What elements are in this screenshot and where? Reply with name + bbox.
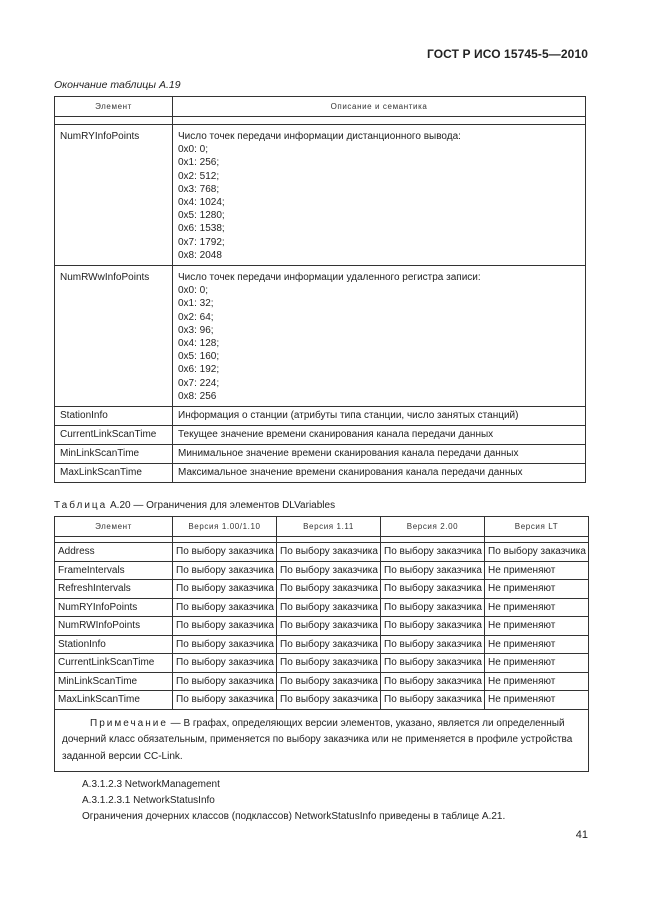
description-line: Число точек передачи информации удаленного регистра записи: — [178, 272, 481, 284]
table-a20 — [54, 516, 589, 772]
description-line: 0x5: 160; — [178, 351, 220, 363]
table-a19-description-cell — [173, 266, 586, 407]
table-a20-header-element: Элемент — [55, 517, 173, 537]
table-a19-header-description: Описание и семантика — [173, 97, 586, 117]
table-a20-value-cell: Не применяют — [485, 672, 589, 691]
description-line: 0x4: 1024; — [178, 197, 225, 209]
table-a20-header-vlt: Версия LT — [485, 517, 589, 537]
table-a20-row — [55, 617, 589, 636]
table-a19-element-cell — [55, 125, 173, 266]
table-a20-value-cell: По выбору заказчика — [173, 580, 277, 599]
description-line: Текущее значение времени сканирования канала передачи данных — [178, 429, 494, 441]
element-name: MaxLinkScanTime — [60, 467, 142, 479]
table-a20-value-cell: По выбору заказчика — [173, 691, 277, 710]
description-line: 0x7: 224; — [178, 377, 220, 389]
table-a20-value-cell: По выбору заказчика — [381, 561, 485, 580]
table-a20-header-v111: Версия 1.11 — [277, 517, 381, 537]
table-a20-header-v200: Версия 2.00 — [381, 517, 485, 537]
table-a20-value-cell: По выбору заказчика — [277, 672, 381, 691]
note-lead: Примечание — [90, 717, 168, 729]
table-a19-caption: Окончание таблицы А.19 — [54, 79, 181, 91]
table-a19-description-cell — [173, 407, 586, 426]
element-name: NumRWwInfoPoints — [60, 272, 150, 284]
section-heading-network-management: А.3.1.2.3 NetworkManagement — [82, 779, 220, 790]
table-a19-row — [55, 266, 586, 407]
description-line: 0x6: 1538; — [178, 223, 225, 235]
description-line: 0x2: 64; — [178, 311, 214, 323]
table-a20-value-cell: По выбору заказчика — [173, 617, 277, 636]
table-a20-value-cell: По выбору заказчика — [485, 543, 589, 562]
description-line: 0x1: 256; — [178, 157, 220, 169]
description-line: 0x1: 32; — [178, 298, 214, 310]
note-text: — В графах, определяющих версии элементов, указано, является ли определенный дочерний класс обязательным, применяется по выбору заказчика или не применяется в профиле устройства заданной версии CC-Link. — [62, 717, 573, 762]
page-number: 41 — [575, 829, 588, 841]
table-a20-value-cell: По выбору заказчика — [277, 543, 381, 562]
description-line: 0x8: 256 — [178, 390, 217, 402]
table-a20-element-cell: NumRYInfoPoints — [55, 598, 173, 617]
table-a20-header-v100: Версия 1.00/1.10 — [173, 517, 277, 537]
table-a20-element-cell: NumRWInfoPoints — [55, 617, 173, 636]
table-a20-value-cell: Не применяют — [485, 580, 589, 599]
description-line: 0x8: 2048 — [178, 249, 222, 261]
table-a20-element-cell: Address — [55, 543, 173, 562]
table-a19-element-cell — [55, 464, 173, 483]
table-a20-value-cell: По выбору заказчика — [381, 654, 485, 673]
description-line: Максимальное значение времени сканирования канала передачи данных — [178, 467, 523, 479]
table-a20-row — [55, 691, 589, 710]
table-a19-header-element: Элемент — [55, 97, 173, 117]
table-a20-value-cell: По выбору заказчика — [173, 543, 277, 562]
table-a20-element-cell: CurrentLinkScanTime — [55, 654, 173, 673]
table-a20-row — [55, 543, 589, 562]
table-a20-value-cell: По выбору заказчика — [277, 617, 381, 636]
description-line: 0x4: 128; — [178, 338, 220, 350]
description-line: Информация о станции (атрибуты типа станции, число занятых станций) — [178, 410, 519, 422]
table-a20-value-cell: По выбору заказчика — [381, 543, 485, 562]
table-a20-value-cell: По выбору заказчика — [381, 617, 485, 636]
description-line: 0x7: 1792; — [178, 236, 225, 248]
table-a20-value-cell: По выбору заказчика — [173, 635, 277, 654]
element-name: NumRYInfoPoints — [60, 131, 140, 142]
element-name: MinLinkScanTime — [60, 448, 140, 460]
table-a19-row — [55, 426, 586, 445]
table-a19-element-cell — [55, 407, 173, 426]
table-a20-value-cell: По выбору заказчика — [381, 672, 485, 691]
table-a20-row — [55, 561, 589, 580]
description-line: 0x3: 96; — [178, 324, 214, 336]
table-a20-value-cell: По выбору заказчика — [381, 635, 485, 654]
table-a20-value-cell: По выбору заказчика — [173, 654, 277, 673]
table-a20-value-cell: По выбору заказчика — [381, 580, 485, 599]
table-a20-row — [55, 580, 589, 599]
description-line: Число точек передачи информации дистанционного вывода: — [178, 131, 461, 142]
table-a20-value-cell: По выбору заказчика — [277, 580, 381, 599]
description-line: 0x2: 512; — [178, 170, 220, 182]
table-a19-row — [55, 125, 586, 266]
element-name: CurrentLinkScanTime — [60, 429, 157, 441]
table-a19-row — [55, 464, 586, 483]
table-a20-value-cell: Не применяют — [485, 691, 589, 710]
table-a20-value-cell: По выбору заказчика — [381, 691, 485, 710]
table-a20-element-cell: FrameIntervals — [55, 561, 173, 580]
table-a20-note — [55, 709, 589, 772]
description-line: 0x3: 768; — [178, 183, 220, 195]
table-a20-element-cell: MinLinkScanTime — [55, 672, 173, 691]
table-a20-value-cell: Не применяют — [485, 654, 589, 673]
table-a20-value-cell: По выбору заказчика — [277, 654, 381, 673]
table-a20-element-cell: MaxLinkScanTime — [55, 691, 173, 710]
table-a20-caption — [54, 500, 335, 511]
table-a19-element-cell — [55, 426, 173, 445]
section-paragraph: Ограничения дочерних классов (подклассов) NetworkStatusInfo приведены в таблице А.21. — [82, 811, 506, 822]
table-a19-element-cell — [55, 445, 173, 464]
table-a20-value-cell: Не применяют — [485, 635, 589, 654]
section-heading-network-status-info: А.3.1.2.3.1 NetworkStatusInfo — [82, 795, 215, 806]
table-a20-value-cell: По выбору заказчика — [381, 598, 485, 617]
table-a20-value-cell: По выбору заказчика — [277, 598, 381, 617]
table-a19 — [54, 96, 586, 483]
standard-header: ГОСТ Р ИСО 15745-5—2010 — [426, 47, 588, 61]
element-name: StationInfo — [60, 410, 108, 422]
table-a20-value-cell: Не применяют — [485, 598, 589, 617]
table-a20-caption-prefix: Таблица — [54, 500, 108, 511]
table-a19-description-cell — [173, 125, 586, 266]
table-a19-row — [55, 445, 586, 464]
table-a20-element-cell: RefreshIntervals — [55, 580, 173, 599]
table-a19-description-cell — [173, 445, 586, 464]
table-a19-row — [55, 407, 586, 426]
table-a20-value-cell: Не применяют — [485, 561, 589, 580]
description-line: 0x6: 192; — [178, 364, 220, 376]
description-line: 0x0: 0; — [178, 285, 209, 297]
table-a19-description-cell — [173, 464, 586, 483]
table-a20-value-cell: По выбору заказчика — [277, 691, 381, 710]
table-a20-row — [55, 672, 589, 691]
table-a20-value-cell: Не применяют — [485, 617, 589, 636]
table-a20-caption-text: А.20 — Ограничения для элементов DLVariables — [110, 500, 336, 511]
table-a20-row — [55, 635, 589, 654]
table-a20-value-cell: По выбору заказчика — [173, 561, 277, 580]
description-line: 0x0: 0; — [178, 144, 209, 156]
description-line: 0x5: 1280; — [178, 210, 225, 222]
table-a20-value-cell: По выбору заказчика — [173, 598, 277, 617]
table-a20-element-cell: StationInfo — [55, 635, 173, 654]
description-line: Минимальное значение времени сканирования канала передачи данных — [178, 448, 519, 460]
table-a19-description-cell — [173, 426, 586, 445]
table-a20-value-cell: По выбору заказчика — [277, 635, 381, 654]
table-a20-value-cell: По выбору заказчика — [277, 561, 381, 580]
table-a20-row — [55, 598, 589, 617]
table-a20-row — [55, 654, 589, 673]
table-a19-element-cell — [55, 266, 173, 407]
table-a20-value-cell: По выбору заказчика — [173, 672, 277, 691]
